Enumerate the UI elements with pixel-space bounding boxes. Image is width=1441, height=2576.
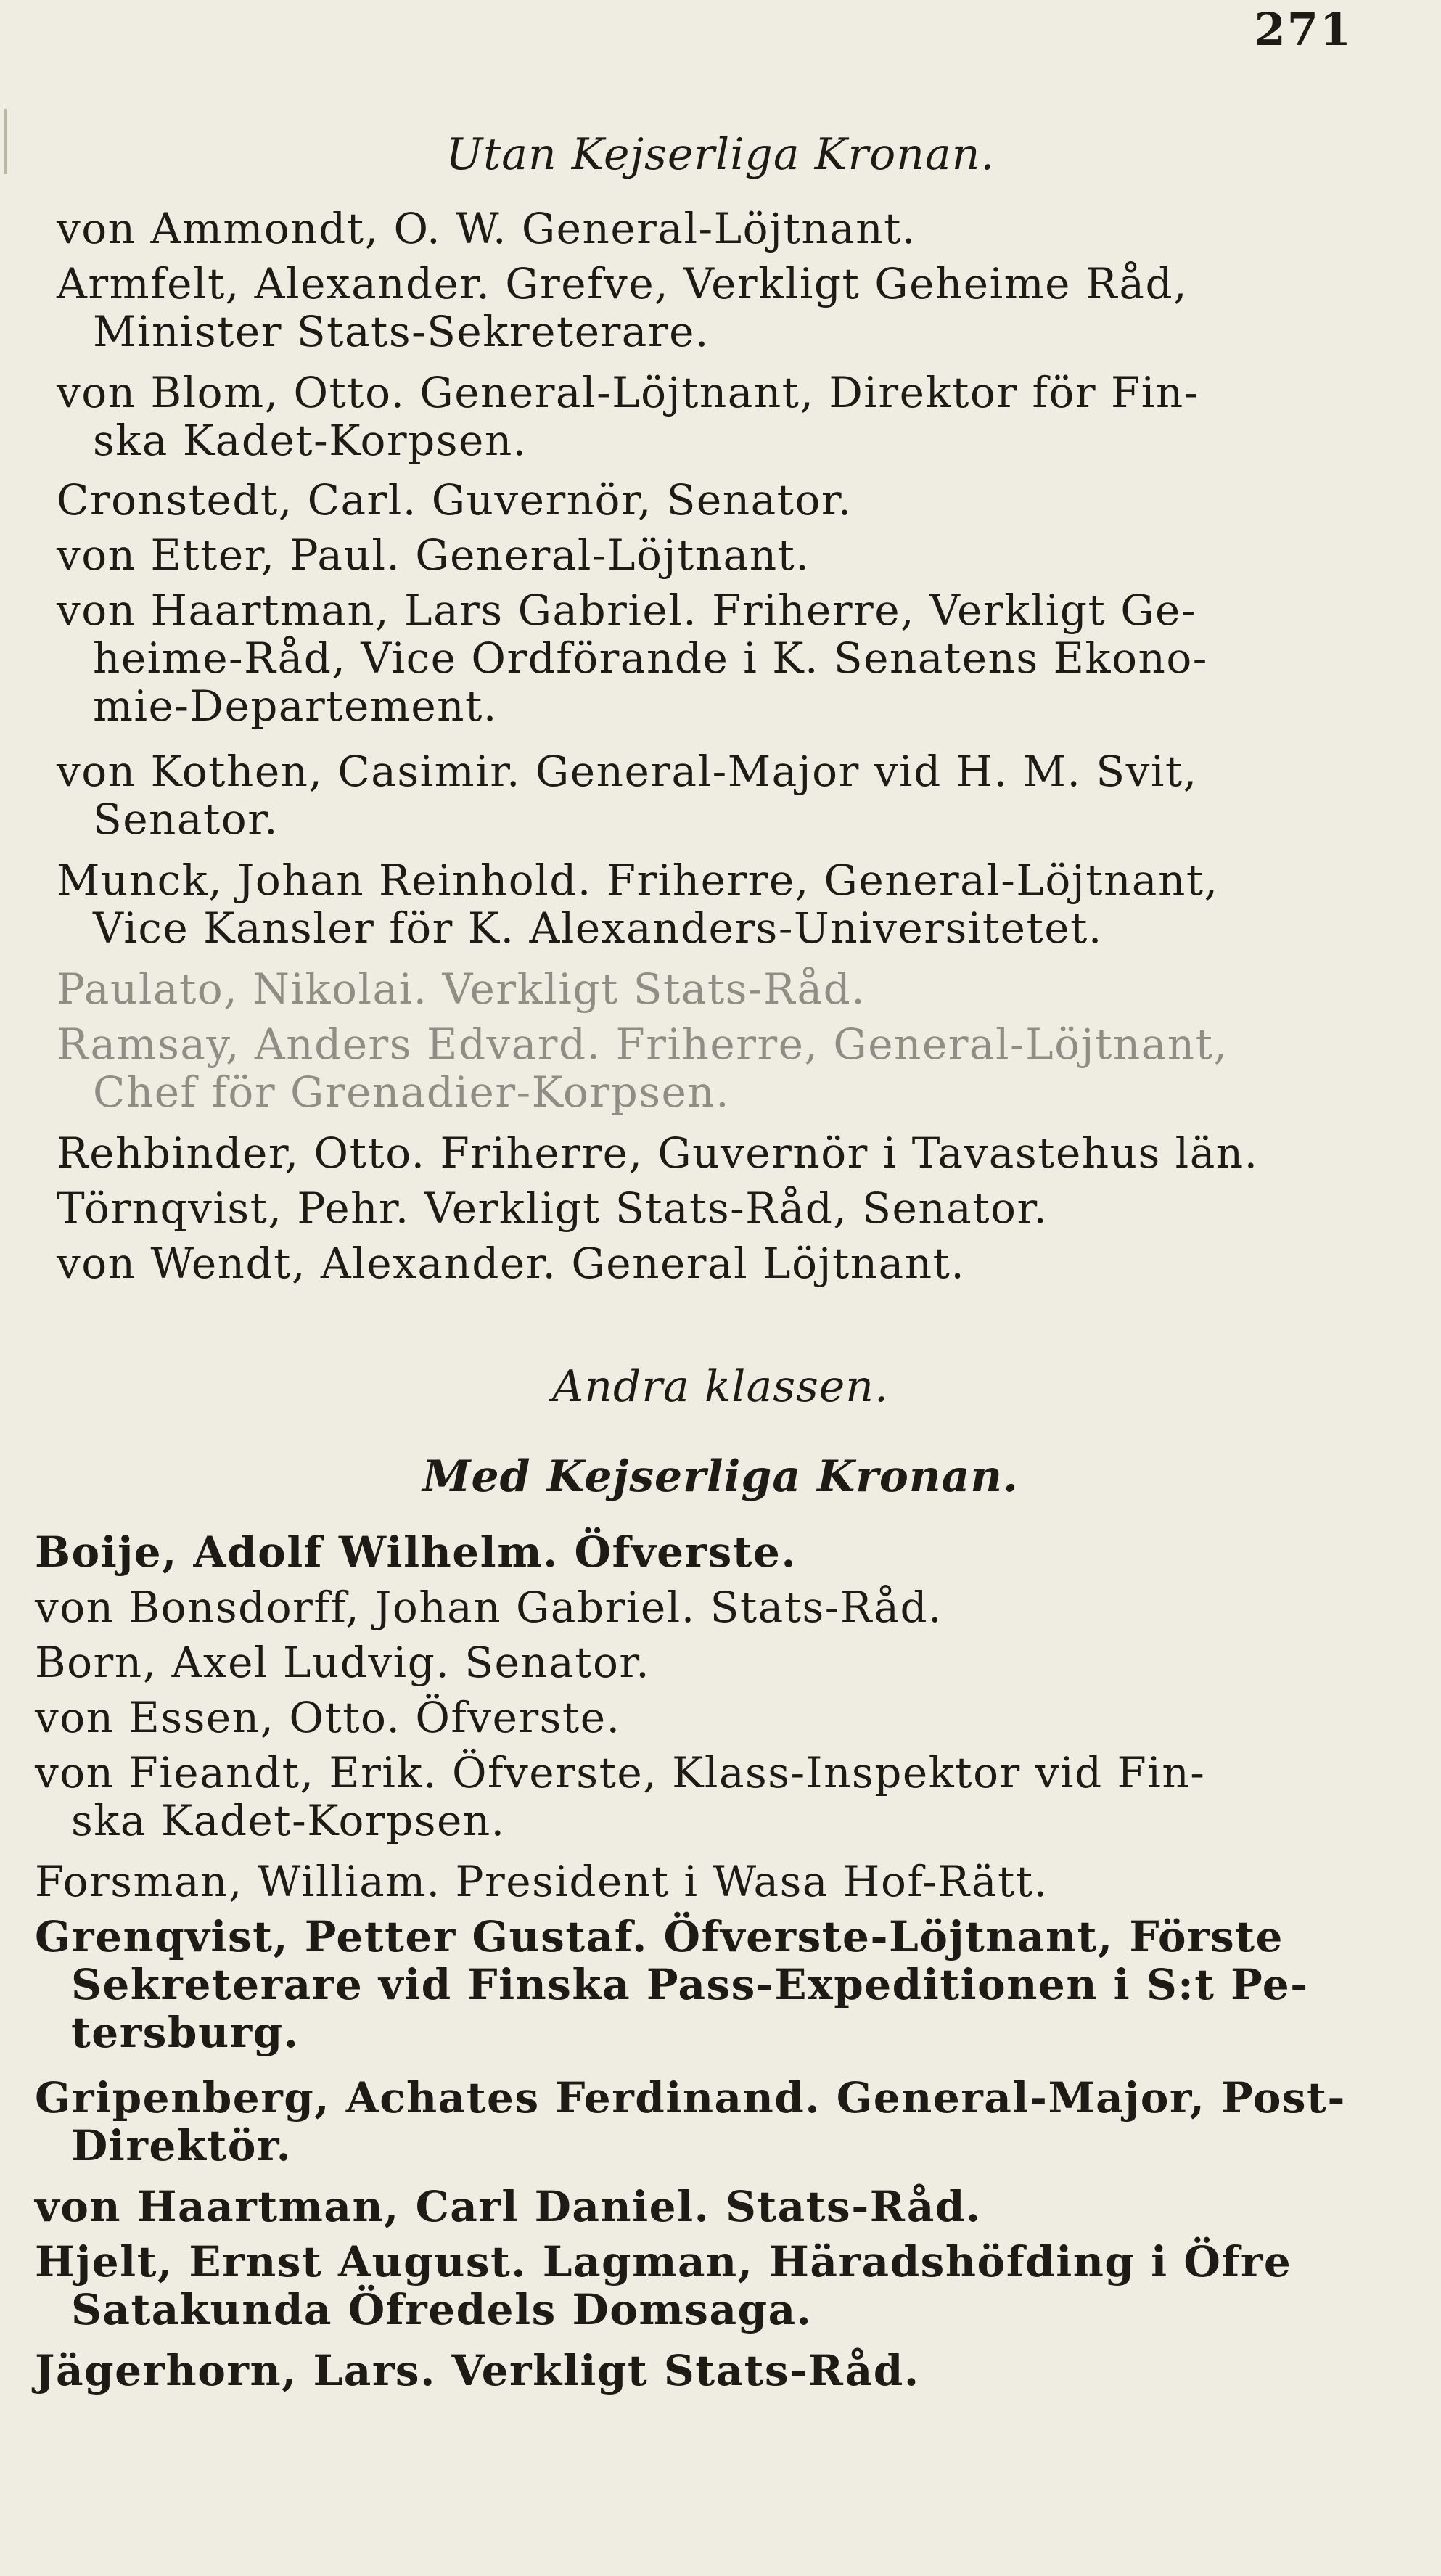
list-item: von Etter, Paul. General-Löjtnant. xyxy=(57,530,810,580)
list-item: von Essen, Otto. Öfverste. xyxy=(35,1693,621,1742)
list-item: Törnqvist, Pehr. Verkligt Stats-Råd, Senator. xyxy=(57,1184,1048,1233)
section1-heading: Utan Kejserliga Kronan. xyxy=(446,129,995,180)
list-item: Rehbinder, Otto. Friherre, Guvernör i Tavastehus län. xyxy=(57,1128,1259,1178)
list-item: Ramsay, Anders Edvard. Friherre, General-Löjtnant, Chef för Grenadier-Korpsen. xyxy=(57,1020,1228,1117)
list-item: von Blom, Otto. General-Löjtnant, Direktor för Fin- ska Kadet-Korpsen. xyxy=(57,368,1199,465)
list-item: von Bonsdorff, Johan Gabriel. Stats-Råd. xyxy=(35,1583,943,1632)
list-item: von Fieandt, Erik. Öfverste, Klass-Inspektor vid Fin- ska Kadet-Korpsen. xyxy=(35,1748,1206,1845)
list-item: Jägerhorn, Lars. Verkligt Stats-Råd. xyxy=(35,2346,920,2395)
list-item: Paulato, Nikolai. Verkligt Stats-Råd. xyxy=(57,964,866,1014)
list-item: Boije, Adolf Wilhelm. Öfverste. xyxy=(35,1527,797,1577)
list-item: von Wendt, Alexander. General Löjtnant. xyxy=(57,1239,966,1288)
list-item: Gripenberg, Achates Ferdinand. General-Major, Post- Direktör. xyxy=(35,2073,1346,2170)
list-item: Armfelt, Alexander. Grefve, Verkligt Geheime Råd, Minister Stats-Sekreterare. xyxy=(57,259,1188,356)
list-item: von Haartman, Lars Gabriel. Friherre, Verkligt Ge- heime-Råd, Vice Ordförande i K. Senatens Ekono- mie-Departement. xyxy=(57,586,1208,731)
list-item: Munck, Johan Reinhold. Friherre, General-Löjtnant, Vice Kansler för K. Alexanders-Universitetet. xyxy=(57,856,1219,953)
list-item: von Ammondt, O. W. General-Löjtnant. xyxy=(57,204,916,253)
list-item: von Kothen, Casimir. General-Major vid H. M. Svit, Senator. xyxy=(57,747,1198,844)
list-item: Cronstedt, Carl. Guvernör, Senator. xyxy=(57,475,853,525)
list-item: von Haartman, Carl Daniel. Stats-Råd. xyxy=(35,2182,982,2231)
section2-heading: Andra klassen. xyxy=(551,1361,890,1412)
list-item: Forsman, William. President i Wasa Hof-Rätt. xyxy=(35,1857,1048,1906)
section2-subheading: Med Kejserliga Kronan. xyxy=(422,1451,1019,1502)
page-number: 271 xyxy=(1254,3,1352,56)
list-item: Born, Axel Ludvig. Senator. xyxy=(35,1638,651,1687)
list-item: Grenqvist, Petter Gustaf. Öfverste-Löjtnant, Förste Sekreterare vid Finska Pass-Expeditionen i S:t Pe- tersburg. xyxy=(35,1912,1309,2057)
list-item: Hjelt, Ernst August. Lagman, Häradshöfding i Öfre Satakunda Öfredels Domsaga. xyxy=(35,2237,1292,2334)
